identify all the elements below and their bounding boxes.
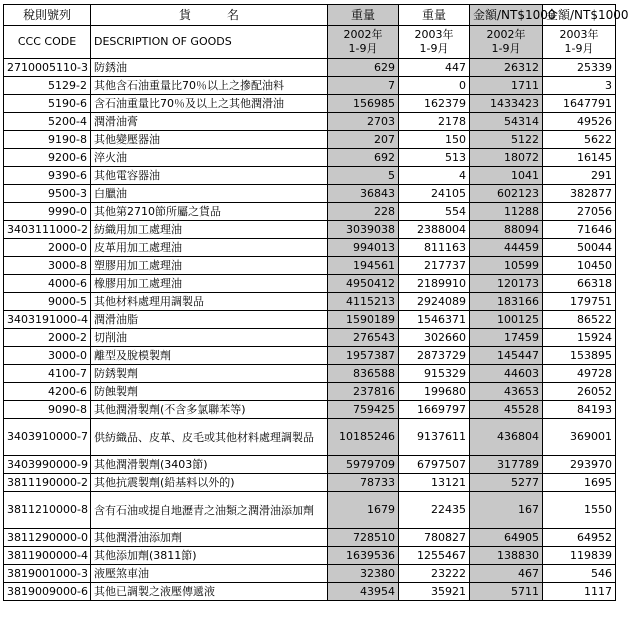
cell-code: 3000-8 — [4, 257, 91, 275]
cell-val-2003: 64952 — [543, 529, 616, 547]
cell-val-2002: 1711 — [470, 77, 543, 95]
cell-val-2003: 179751 — [543, 293, 616, 311]
cell-val-2002: 43653 — [470, 383, 543, 401]
cell-qty-2003: 13121 — [399, 474, 470, 492]
subheader-qty-2003: 2003年 1-9月 — [399, 26, 470, 59]
cell-val-2003: 153895 — [543, 347, 616, 365]
cell-code: 3811190000-2 — [4, 474, 91, 492]
cell-description: 防蝕製劑 — [91, 383, 328, 401]
table-row — [4, 257, 616, 275]
cell-code: 2000-2 — [4, 329, 91, 347]
cell-description: 其他潤滑油添加劑 — [91, 529, 328, 547]
cell-val-2002: 436804 — [470, 419, 543, 456]
cell-val-2003: 26052 — [543, 383, 616, 401]
cell-qty-2002: 10185246 — [328, 419, 399, 456]
cell-qty-2002: 228 — [328, 203, 399, 221]
cell-code: 3403191000-4 — [4, 311, 91, 329]
table-row — [4, 565, 616, 583]
cell-qty-2003: 554 — [399, 203, 470, 221]
cell-qty-2002: 759425 — [328, 401, 399, 419]
cell-qty-2002: 5 — [328, 167, 399, 185]
cell-code: 5190-6 — [4, 95, 91, 113]
cell-qty-2002: 3039038 — [328, 221, 399, 239]
cell-qty-2002: 36843 — [328, 185, 399, 203]
table-row — [4, 239, 616, 257]
cell-val-2002: 64905 — [470, 529, 543, 547]
cell-description: 離型及脫模製劑 — [91, 347, 328, 365]
cell-qty-2002: 194561 — [328, 257, 399, 275]
cell-description: 其他添加劑(3811節) — [91, 547, 328, 565]
cell-val-2002: 167 — [470, 492, 543, 529]
cell-qty-2002: 7 — [328, 77, 399, 95]
table-row — [4, 529, 616, 547]
cell-val-2002: 5277 — [470, 474, 543, 492]
table-row — [4, 401, 616, 419]
table-row — [4, 492, 616, 529]
cell-description: 其他材料處理用調製品 — [91, 293, 328, 311]
cell-qty-2003: 199680 — [399, 383, 470, 401]
header-qty-2003: 重量 — [399, 5, 470, 26]
table-row — [4, 275, 616, 293]
cell-val-2002: 467 — [470, 565, 543, 583]
cell-code: 3000-0 — [4, 347, 91, 365]
cell-code: 4100-7 — [4, 365, 91, 383]
cell-description: 潤滑油膏 — [91, 113, 328, 131]
cell-qty-2003: 24105 — [399, 185, 470, 203]
cell-qty-2002: 994013 — [328, 239, 399, 257]
cell-val-2002: 602123 — [470, 185, 543, 203]
cell-qty-2002: 692 — [328, 149, 399, 167]
cell-val-2003: 119839 — [543, 547, 616, 565]
cell-description: 白臘油 — [91, 185, 328, 203]
cell-val-2002: 183166 — [470, 293, 543, 311]
cell-val-2002: 145447 — [470, 347, 543, 365]
table-row — [4, 113, 616, 131]
cell-description: 橡膠用加工處理油 — [91, 275, 328, 293]
table-row — [4, 131, 616, 149]
cell-val-2002: 10599 — [470, 257, 543, 275]
cell-val-2003: 15924 — [543, 329, 616, 347]
cell-description: 其他含石油重量比70％以上之摻配油料 — [91, 77, 328, 95]
cell-qty-2003: 9137611 — [399, 419, 470, 456]
subheader-code: CCC CODE — [4, 26, 91, 59]
cell-val-2003: 49728 — [543, 365, 616, 383]
cell-code: 3819009000-6 — [4, 583, 91, 601]
cell-qty-2002: 207 — [328, 131, 399, 149]
cell-val-2003: 27056 — [543, 203, 616, 221]
cell-qty-2003: 915329 — [399, 365, 470, 383]
table-row — [4, 185, 616, 203]
table-row — [4, 95, 616, 113]
cell-qty-2003: 1546371 — [399, 311, 470, 329]
header-goods: 貨 名 — [91, 5, 328, 26]
cell-val-2002: 45528 — [470, 401, 543, 419]
cell-val-2002: 88094 — [470, 221, 543, 239]
cell-qty-2002: 5979709 — [328, 456, 399, 474]
subheader-val-2003: 2003年 1-9月 — [543, 26, 616, 59]
cell-qty-2002: 629 — [328, 59, 399, 77]
cell-code: 9200-6 — [4, 149, 91, 167]
cell-code: 3811210000-8 — [4, 492, 91, 529]
cell-qty-2003: 0 — [399, 77, 470, 95]
cell-qty-2003: 2189910 — [399, 275, 470, 293]
cell-val-2003: 293970 — [543, 456, 616, 474]
trade-table-container — [3, 4, 629, 601]
cell-val-2002: 120173 — [470, 275, 543, 293]
subheader-goods: DESCRIPTION OF GOODS — [91, 26, 328, 59]
cell-description: 防銹油 — [91, 59, 328, 77]
cell-val-2002: 11288 — [470, 203, 543, 221]
cell-qty-2003: 35921 — [399, 583, 470, 601]
cell-qty-2003: 513 — [399, 149, 470, 167]
cell-qty-2003: 6797507 — [399, 456, 470, 474]
cell-qty-2002: 1639536 — [328, 547, 399, 565]
cell-description: 其他潤滑製劑(3403節) — [91, 456, 328, 474]
table-row — [4, 311, 616, 329]
table-row — [4, 547, 616, 565]
header-row — [4, 5, 616, 26]
cell-code: 2710005110-3 — [4, 59, 91, 77]
cell-val-2002: 54314 — [470, 113, 543, 131]
cell-val-2002: 17459 — [470, 329, 543, 347]
cell-description: 淬火油 — [91, 149, 328, 167]
cell-description: 含石油重量比70％及以上之其他潤滑油 — [91, 95, 328, 113]
cell-code: 3403111000-2 — [4, 221, 91, 239]
cell-qty-2002: 4115213 — [328, 293, 399, 311]
cell-val-2003: 71646 — [543, 221, 616, 239]
cell-description: 液壓煞車油 — [91, 565, 328, 583]
header-qty-2002: 重量 — [328, 5, 399, 26]
lubricant-import-table — [3, 4, 629, 601]
cell-code: 2000-0 — [4, 239, 91, 257]
subheader-val-2002: 2002年 1-9月 — [470, 26, 543, 59]
cell-val-2002: 5711 — [470, 583, 543, 601]
cell-qty-2002: 728510 — [328, 529, 399, 547]
cell-description: 其他第2710節所屬之貨品 — [91, 203, 328, 221]
cell-qty-2003: 22435 — [399, 492, 470, 529]
cell-val-2003: 50044 — [543, 239, 616, 257]
table-row — [4, 203, 616, 221]
table-row — [4, 347, 616, 365]
cell-val-2002: 44603 — [470, 365, 543, 383]
cell-qty-2002: 1590189 — [328, 311, 399, 329]
cell-code: 9090-8 — [4, 401, 91, 419]
cell-qty-2003: 162379 — [399, 95, 470, 113]
cell-val-2003: 84193 — [543, 401, 616, 419]
cell-val-2002: 100125 — [470, 311, 543, 329]
cell-val-2003: 1550 — [543, 492, 616, 529]
cell-val-2002: 1041 — [470, 167, 543, 185]
cell-qty-2002: 78733 — [328, 474, 399, 492]
table-row — [4, 77, 616, 95]
cell-description: 含有石油或提自地瀝青之油類之潤滑油添加劑 — [91, 492, 328, 529]
table-row — [4, 383, 616, 401]
cell-description: 切削油 — [91, 329, 328, 347]
cell-val-2003: 382877 — [543, 185, 616, 203]
table-row — [4, 167, 616, 185]
cell-code: 4200-6 — [4, 383, 91, 401]
cell-val-2003: 49526 — [543, 113, 616, 131]
cell-code: 9990-0 — [4, 203, 91, 221]
table-row — [4, 583, 616, 601]
cell-qty-2002: 1957387 — [328, 347, 399, 365]
header-val-2002: 金額/NT$1000 — [470, 5, 543, 26]
cell-code: 9500-3 — [4, 185, 91, 203]
cell-qty-2003: 780827 — [399, 529, 470, 547]
cell-code: 9000-5 — [4, 293, 91, 311]
cell-qty-2002: 276543 — [328, 329, 399, 347]
cell-description: 其他潤滑製劑(不含多氯聯苯等) — [91, 401, 328, 419]
cell-code: 3819001000-3 — [4, 565, 91, 583]
cell-qty-2003: 2388004 — [399, 221, 470, 239]
subheader-qty-2002: 2002年 1-9月 — [328, 26, 399, 59]
cell-description: 塑膠用加工處理油 — [91, 257, 328, 275]
table-row — [4, 221, 616, 239]
cell-code: 9190-8 — [4, 131, 91, 149]
cell-code: 4000-6 — [4, 275, 91, 293]
cell-val-2003: 546 — [543, 565, 616, 583]
cell-description: 皮革用加工處理油 — [91, 239, 328, 257]
cell-val-2002: 26312 — [470, 59, 543, 77]
cell-qty-2003: 302660 — [399, 329, 470, 347]
table-row — [4, 419, 616, 456]
cell-qty-2003: 2924089 — [399, 293, 470, 311]
cell-code: 5129-2 — [4, 77, 91, 95]
cell-val-2002: 138830 — [470, 547, 543, 565]
cell-description: 其他變壓器油 — [91, 131, 328, 149]
cell-code: 3811900000-4 — [4, 547, 91, 565]
table-row — [4, 293, 616, 311]
cell-qty-2002: 4950412 — [328, 275, 399, 293]
cell-val-2003: 66318 — [543, 275, 616, 293]
cell-description: 紡織用加工處理油 — [91, 221, 328, 239]
header-code: 稅則號列 — [4, 5, 91, 26]
cell-val-2002: 44459 — [470, 239, 543, 257]
cell-code: 9390-6 — [4, 167, 91, 185]
cell-val-2003: 5622 — [543, 131, 616, 149]
cell-val-2003: 369001 — [543, 419, 616, 456]
cell-qty-2002: 836588 — [328, 365, 399, 383]
cell-val-2002: 5122 — [470, 131, 543, 149]
cell-qty-2003: 150 — [399, 131, 470, 149]
cell-val-2003: 86522 — [543, 311, 616, 329]
cell-val-2003: 291 — [543, 167, 616, 185]
table-row — [4, 365, 616, 383]
cell-val-2003: 10450 — [543, 257, 616, 275]
cell-qty-2002: 1679 — [328, 492, 399, 529]
cell-val-2003: 25339 — [543, 59, 616, 77]
cell-val-2002: 18072 — [470, 149, 543, 167]
subheader-row — [4, 26, 616, 59]
cell-code: 3403910000-7 — [4, 419, 91, 456]
cell-qty-2003: 4 — [399, 167, 470, 185]
cell-code: 3811290000-0 — [4, 529, 91, 547]
cell-qty-2003: 447 — [399, 59, 470, 77]
header-val-2003: 金額/NT$1000 — [543, 5, 616, 26]
cell-val-2003: 3 — [543, 77, 616, 95]
cell-val-2002: 317789 — [470, 456, 543, 474]
cell-qty-2003: 23222 — [399, 565, 470, 583]
cell-qty-2003: 811163 — [399, 239, 470, 257]
cell-qty-2002: 32380 — [328, 565, 399, 583]
table-row — [4, 329, 616, 347]
cell-qty-2002: 237816 — [328, 383, 399, 401]
cell-qty-2003: 2873729 — [399, 347, 470, 365]
cell-val-2003: 1117 — [543, 583, 616, 601]
cell-val-2003: 1647791 — [543, 95, 616, 113]
cell-qty-2002: 156985 — [328, 95, 399, 113]
cell-code: 3403990000-9 — [4, 456, 91, 474]
cell-description: 供紡織品、皮革、皮毛或其他材料處理調製品 — [91, 419, 328, 456]
cell-qty-2003: 1255467 — [399, 547, 470, 565]
cell-val-2003: 1695 — [543, 474, 616, 492]
cell-qty-2003: 217737 — [399, 257, 470, 275]
table-row — [4, 59, 616, 77]
cell-qty-2003: 2178 — [399, 113, 470, 131]
cell-qty-2003: 1669797 — [399, 401, 470, 419]
table-row — [4, 149, 616, 167]
cell-description: 其他電容器油 — [91, 167, 328, 185]
cell-qty-2002: 43954 — [328, 583, 399, 601]
cell-description: 其他抗震製劑(鉛基料以外的) — [91, 474, 328, 492]
cell-description: 防銹製劑 — [91, 365, 328, 383]
cell-val-2002: 1433423 — [470, 95, 543, 113]
cell-description: 潤滑油脂 — [91, 311, 328, 329]
cell-description: 其他已調製之液壓傳遞液 — [91, 583, 328, 601]
cell-qty-2002: 2703 — [328, 113, 399, 131]
table-row — [4, 474, 616, 492]
cell-code: 5200-4 — [4, 113, 91, 131]
table-row — [4, 456, 616, 474]
cell-val-2003: 16145 — [543, 149, 616, 167]
